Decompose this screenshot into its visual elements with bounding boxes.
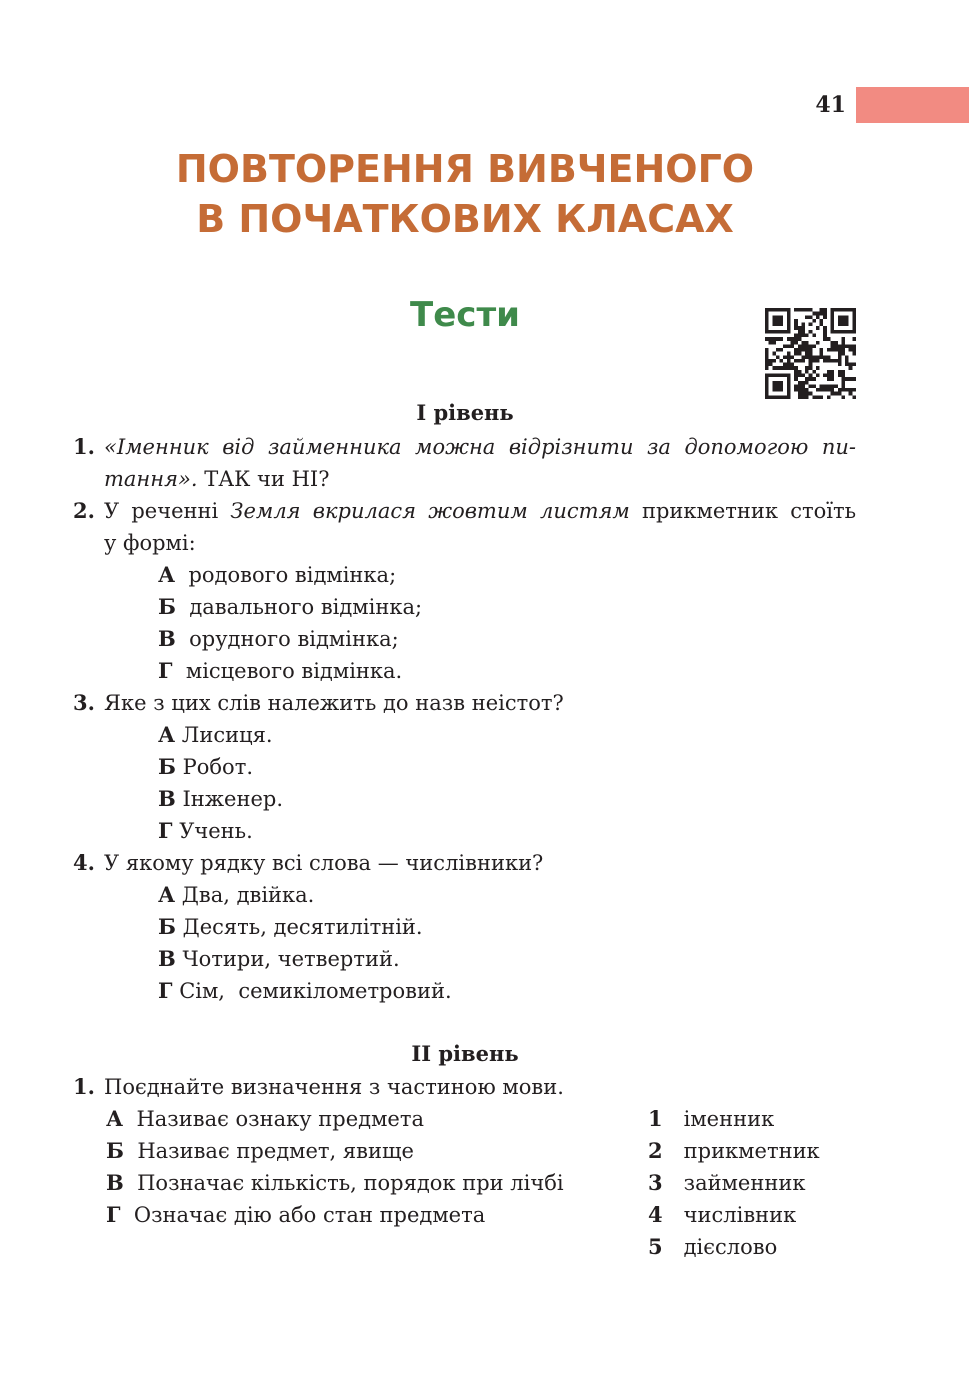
definition-item	[106, 1104, 424, 1134]
definition-text: Означає дію або стан предмета	[133, 1203, 486, 1227]
option-letter: В	[158, 946, 176, 971]
chapter-title-line-1: ПОВТОРЕННЯ ВИВЧЕНОГО	[175, 147, 755, 191]
chapter-title-line-2: В ПОЧАТКОВИХ КЛАСАХ	[196, 197, 734, 241]
part-of-speech-text: іменник	[683, 1107, 775, 1131]
page-number: 41	[815, 92, 846, 118]
level-1-title: І рівень	[416, 400, 514, 425]
option-text: Інженер.	[182, 787, 284, 811]
answer-option	[158, 624, 399, 654]
part-of-speech-item	[648, 1200, 796, 1230]
question-4-text: У якому рядку всі слова — числівники?	[104, 851, 544, 875]
definition-item	[106, 1168, 564, 1198]
question-2-line-1	[104, 496, 856, 526]
qr-code-icon	[765, 308, 856, 399]
part-of-speech-text: прикметник	[683, 1139, 820, 1163]
question-1-tail: ТАК чи НІ?	[197, 467, 330, 491]
option-letter: А	[158, 882, 176, 907]
option-text: родового відмінка;	[188, 563, 397, 587]
question-2-line-2: у формі:	[104, 531, 196, 555]
definition-item	[106, 1200, 485, 1230]
option-letter: Г	[158, 818, 173, 843]
definition-letter: В	[106, 1170, 124, 1195]
option-letter: Г	[158, 658, 173, 683]
question-number: 1.	[73, 1074, 95, 1099]
option-text: Лисиця.	[181, 723, 273, 747]
chapter-title	[0, 144, 930, 244]
question-1-italic: тання».	[104, 467, 198, 491]
definition-text: Позначає кількість, порядок при лічбі	[137, 1171, 564, 1195]
part-of-speech-number: 5	[648, 1234, 663, 1259]
option-letter: А	[158, 562, 176, 587]
definition-item	[106, 1136, 414, 1166]
answer-option	[158, 752, 253, 782]
part-of-speech-number: 4	[648, 1202, 663, 1227]
question-number: 3.	[73, 690, 95, 715]
part-of-speech-text: займенник	[683, 1171, 806, 1195]
answer-option	[158, 720, 273, 750]
part-of-speech-item	[648, 1168, 805, 1198]
option-text: давального відмінка;	[189, 595, 423, 619]
option-letter: В	[158, 626, 176, 651]
option-text: Учень.	[179, 819, 253, 843]
answer-option	[158, 880, 314, 910]
answer-option	[158, 912, 423, 942]
part-of-speech-item	[648, 1104, 774, 1134]
question-3-text: Яке з цих слів належить до назв неістот?	[104, 691, 564, 715]
part-of-speech-item	[648, 1136, 820, 1166]
option-letter: Г	[158, 978, 173, 1003]
answer-option	[158, 976, 452, 1006]
definition-text: Називає предмет, явище	[137, 1139, 414, 1163]
part-of-speech-number: 1	[648, 1106, 663, 1131]
option-text: Сім, семикілометровий.	[179, 979, 452, 1003]
part-of-speech-text: числівник	[683, 1203, 797, 1227]
definition-letter: Г	[106, 1202, 121, 1227]
answer-option	[158, 656, 402, 686]
question-2-example: Земля вкрилася жовтим листям	[230, 499, 630, 523]
page-tab-marker	[856, 87, 969, 123]
option-text: Робот.	[182, 755, 253, 779]
part-of-speech-text: дієслово	[683, 1235, 778, 1259]
option-text: місцевого відмінка.	[185, 659, 403, 683]
option-text: Два, двійка.	[181, 883, 315, 907]
option-letter: Б	[158, 754, 176, 779]
answer-option	[158, 784, 283, 814]
answer-option	[158, 816, 253, 846]
option-text: Десять, десятилітній.	[182, 915, 423, 939]
part-of-speech-number: 3	[648, 1170, 663, 1195]
option-letter: В	[158, 786, 176, 811]
part-of-speech-number: 2	[648, 1138, 663, 1163]
section-title: Тести	[410, 295, 520, 335]
question-number: 2.	[73, 498, 95, 523]
matching-question-text: Поєднайте визначення з частиною мови.	[104, 1075, 564, 1099]
question-2-tail: прикметник стоїть	[629, 499, 856, 523]
answer-option	[158, 944, 400, 974]
option-letter: Б	[158, 914, 176, 939]
part-of-speech-item	[648, 1232, 777, 1262]
answer-option	[158, 592, 422, 622]
option-letter: Б	[158, 594, 176, 619]
question-2-lead: У реченні	[104, 499, 231, 523]
question-number: 1.	[73, 434, 95, 459]
question-number: 4.	[73, 850, 95, 875]
option-text: Чотири, четвертий.	[182, 947, 400, 971]
question-1-line-1: «Іменник від займенника можна відрізнити за допомогою пи-	[104, 435, 856, 459]
level-2-title: ІІ рівень	[411, 1041, 519, 1066]
option-letter: А	[158, 722, 176, 747]
answer-option	[158, 560, 396, 590]
definition-text: Називає ознаку предмета	[136, 1107, 424, 1131]
option-text: орудного відмінка;	[189, 627, 399, 651]
question-1-line-2	[104, 464, 329, 494]
definition-letter: А	[106, 1106, 124, 1131]
definition-letter: Б	[106, 1138, 124, 1163]
